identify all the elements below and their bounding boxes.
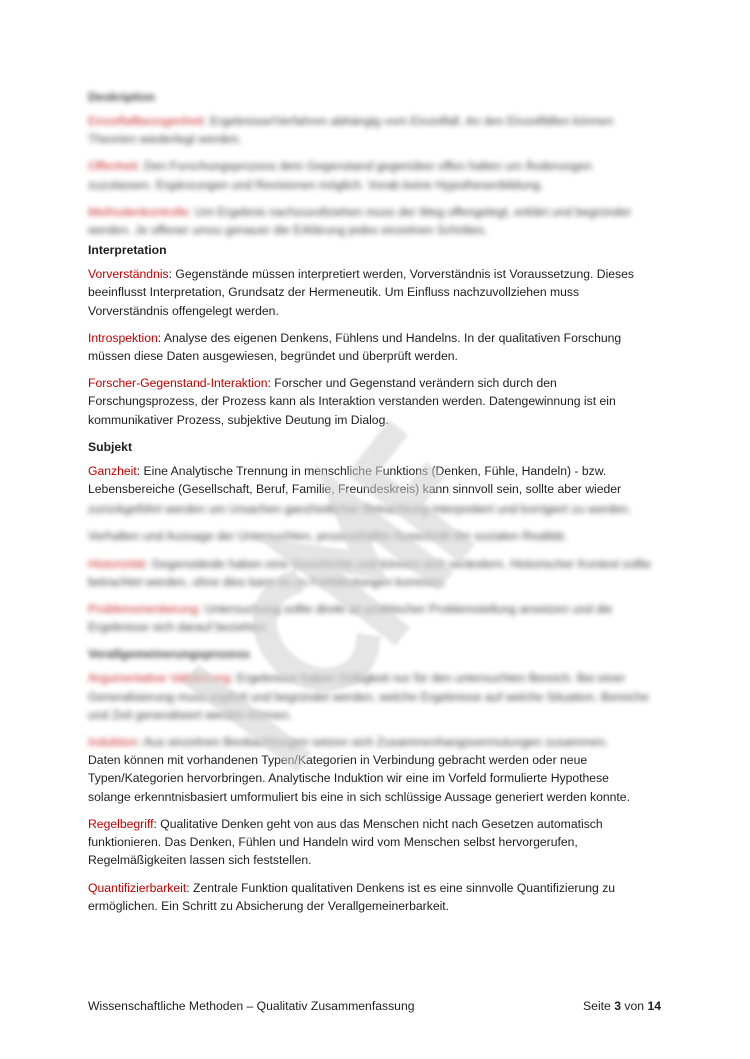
paragraph-text: zurückgeführt werden um Ursachen ganzheitlicher Betrachtung interpretiert und korrigiert zu werden. (88, 502, 632, 517)
paragraph (88, 733, 654, 751)
paragraph-text: : Eine Analytische Trennung in menschliche Funktions (Denken, Fühle, Handeln) - bzw. Lebensbereiche (Gesellschaft, Beruf, Familie, Freundeskreis) kann sinnvoll sein, sollte aber wieder (88, 463, 622, 497)
page-current: 3 (614, 999, 621, 1013)
term-label: Forscher-Gegenstand-Interaktion (88, 376, 268, 391)
footer-document-title: Wissenschaftliche Methoden – Qualitativ Zusammenfassung (88, 999, 415, 1013)
paragraph-text: : Ergebnisse/Verfahren abhängig vom Einzelfall. An den Einzelfällen können Theorien wiederlegt werden. (88, 114, 614, 147)
paragraph (88, 555, 654, 591)
paragraph (88, 157, 654, 193)
paragraph (88, 527, 654, 545)
term-label: Induktion (88, 735, 138, 750)
page-total: 14 (647, 999, 661, 1013)
document-page (88, 88, 654, 924)
section-title: Deskription (88, 90, 156, 104)
paragraph-induktion-continued: Daten können mit vorhandenen Typen/Kategorien in Verbindung gebracht werden oder neue Typen/Kategorien hervorbringen. Analytische Induktion wir eine im Vorfeld formulierte Hypothese solange erkenntnisbasiert umformuliert bis eine in sich schlüssige Aussage generiert werden konnte. (88, 753, 630, 804)
term-label: Vorverständnis (88, 267, 169, 282)
section-interpretation (88, 241, 654, 429)
term-label: Problemorientierung (88, 602, 198, 617)
paragraph-text: : Den Forschungsprozess dem Gegenstand gegenüber offen halten um Änderungen zuzulassen. Ergänzungen und Revisionen möglich. Vorab keine Hypothesenbildung. (88, 159, 592, 192)
paragraph-text: Verhalten und Aussage der Untersuchten, prozesshafter Ausschnitt der sozialen Realität. (88, 529, 567, 544)
term-label: Einzelfallbezogenheit (88, 114, 204, 128)
paragraph (88, 600, 654, 636)
section-subjekt (88, 438, 654, 498)
term-label: Historizität (88, 556, 145, 571)
paragraph (88, 329, 654, 365)
term-label: Methodenkontrolle (88, 204, 189, 219)
section-title: Interpretation (88, 243, 167, 258)
blurred-preview-block (88, 500, 654, 751)
section-deskription (88, 88, 654, 239)
paragraph (88, 879, 654, 915)
term-label: Quantifizierbarkeit (88, 880, 187, 895)
paragraph (88, 265, 654, 320)
paragraph (88, 815, 654, 870)
paragraph-text: : Ergebnisse haben Gültigkeit nur für den untersuchten Bereich. Bei einer Generalisierung muss explizit und begründet werden, welche Ergebnisse auf welche Situation, Bereiche und Zeit generalisiert werden können. (88, 671, 649, 722)
page-footer (88, 997, 661, 1015)
paragraph-text: : Gegenstände müssen interpretiert werden, Vorverständnis ist Voraussetzung. Dieses beeinflusst Interpretation, Grundsatz der Hermeneutik. Um Einfluss nachzuvollziehen muss Vorverständnis offengelegt werden. (88, 267, 635, 318)
paragraph-text: : Untersuchung sollte direkt an praktischer Problemstellung ansetzen und die Ergebnisse sich darauf beziehen. (88, 602, 613, 635)
paragraph-text: : Analyse des eigenen Denkens, Fühlens und Handelns. In der qualitativen Forschung müssen diese Daten ausgewiesen, begründet und überprüft werden. (88, 330, 622, 364)
paragraph (88, 669, 654, 724)
paragraph-text: : Gegenstände haben eine Geschichte und können sich verändern. Historischer Kontext sollte betrachtet werden, ohne dies kann es zu Fehldeutungen kommen. (88, 556, 651, 589)
paragraph-text: : Zentrale Funktion qualitativen Denkens ist es eine sinnvolle Quantifizierung zu ermöglichen. Ein Schritt zu Absicherung der Verallgemeinerbarkeit. (88, 880, 616, 913)
paragraph (88, 500, 654, 518)
term-label: Offenheit (88, 159, 138, 174)
paragraph (88, 462, 654, 498)
paragraph (88, 112, 654, 148)
paragraph-text: : Um Ergebnis nachzuvollziehen muss der Weg offengelegt, erklärt und begründet werden. Je offener umso genauer die Erklärung jedes einzelnen Schrittes. (88, 204, 631, 238)
paragraph-text: : Forscher und Gegenstand verändern sich durch den Forschungsprozess, der Prozess kann als Interaktion verstanden werden. Datengewinnung ist ein kommunikativer Prozess, subjektive Deutung im Dialog. (88, 376, 616, 427)
paragraph-text: : Qualitative Denken geht von aus das Menschen nicht nach Gesetzen automatisch funktionieren. Das Denken, Fühlen und Handeln wird vom Menschen selbst hervorgerufen, Regelmäßigkeiten lassen sich feststellen. (88, 816, 603, 868)
term-label: Argumentative Validierung (88, 671, 231, 686)
footer-page-number: Seite 3 von 14 (583, 999, 661, 1013)
paragraph (88, 374, 654, 429)
term-label: Introspektion (88, 330, 158, 345)
paragraph (88, 203, 654, 239)
section-title: Verallgemeinerungsprozess (88, 647, 250, 662)
term-label: Ganzheit (88, 463, 137, 478)
paragraph-text: : Aus einzelnen Beobachtungen setzen sich Zusammenhangsvermutungen zusammen. (137, 735, 609, 750)
term-label: Regelbegriff (88, 816, 154, 831)
section-title: Subjekt (88, 439, 133, 454)
